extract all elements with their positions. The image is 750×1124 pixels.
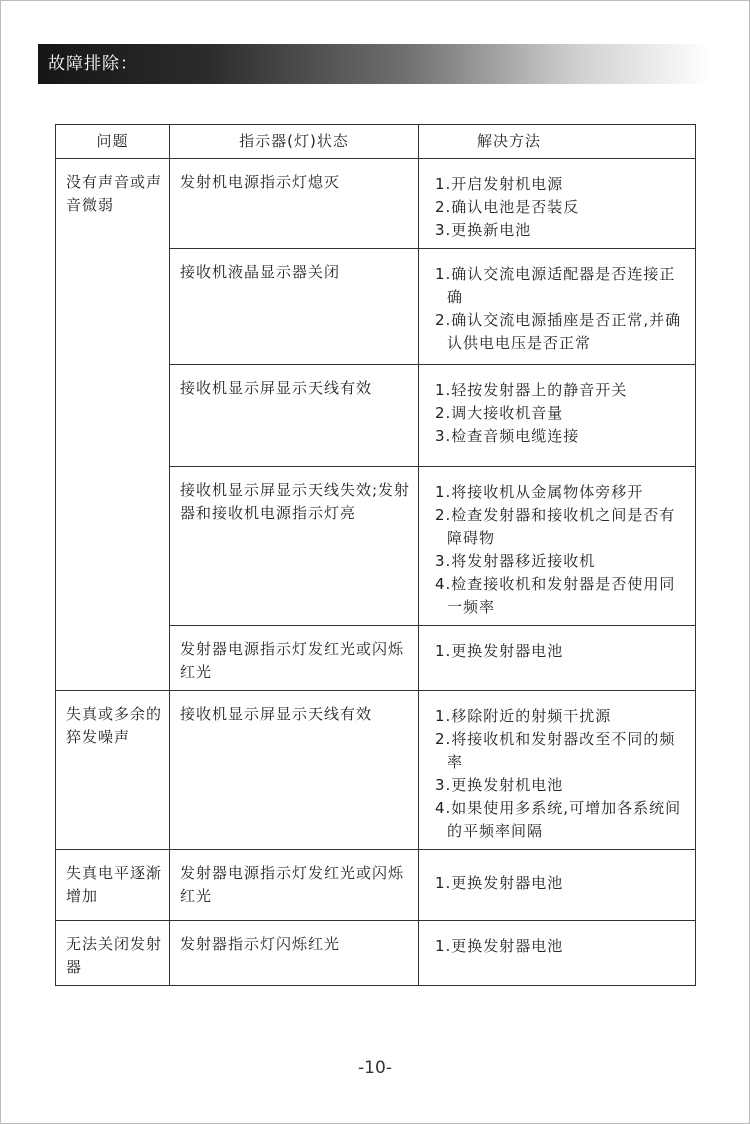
problem-cell: 失真或多余的猝发噪声 (56, 691, 170, 850)
section-banner (38, 44, 710, 84)
solution-cell (419, 850, 696, 921)
solution-item: 1.轻按发射器上的静音开关 (435, 381, 628, 399)
solution-item: 1.确认交流电源适配器是否连接正确 (435, 265, 676, 306)
solution-cell (419, 626, 696, 691)
page-number: -10- (358, 1058, 392, 1078)
status-cell: 发射器指示灯闪烁红光 (170, 921, 419, 986)
solution-cell (419, 365, 696, 467)
solution-cell (419, 249, 696, 365)
table-header-row (56, 125, 696, 159)
status-cell: 接收机液晶显示器关闭 (170, 249, 419, 365)
solution-item: 1.开启发射机电源 (435, 175, 564, 193)
solution-item: 1.将接收机从金属物体旁移开 (435, 483, 644, 501)
solution-item: 3.检查音频电缆连接 (435, 427, 580, 445)
problem-cell: 没有声音或声音微弱 (56, 159, 170, 691)
status-cell: 接收机显示屏显示天线失效;发射器和接收机电源指示灯亮 (170, 467, 419, 626)
column-header-status: 指示器(灯)状态 (170, 125, 419, 159)
problem-cell: 失真电平逐渐增加 (56, 850, 170, 921)
solution-item: 2.确认交流电源插座是否正常,并确认供电电压是否正常 (435, 311, 682, 352)
column-header-problem: 问题 (56, 125, 170, 159)
table-row (56, 850, 696, 921)
section-title: 故障排除： (48, 54, 138, 74)
solution-item: 4.如果使用多系统,可增加各系统间的平频率间隔 (435, 799, 682, 840)
solution-item: 2.调大接收机音量 (435, 404, 564, 422)
status-cell: 发射器电源指示灯发红光或闪烁红光 (170, 850, 419, 921)
solution-cell (419, 467, 696, 626)
solution-item: 1.更换发射器电池 (435, 874, 564, 892)
solution-cell (419, 921, 696, 986)
solution-item: 1.更换发射器电池 (435, 642, 564, 660)
table-row (56, 921, 696, 986)
status-cell: 发射机电源指示灯熄灭 (170, 159, 419, 249)
troubleshooting-table (55, 124, 696, 986)
status-cell: 发射器电源指示灯发红光或闪烁红光 (170, 626, 419, 691)
solution-item: 4.检查接收机和发射器是否使用同一频率 (435, 575, 676, 616)
solution-item: 1.移除附近的射频干扰源 (435, 707, 612, 725)
solution-cell (419, 159, 696, 249)
solution-item: 2.检查发射器和接收机之间是否有障碍物 (435, 506, 676, 547)
problem-cell: 无法关闭发射器 (56, 921, 170, 986)
solution-item: 3.更换新电池 (435, 221, 532, 239)
solution-item: 2.确认电池是否装反 (435, 198, 580, 216)
table-row (56, 159, 696, 249)
solution-item: 2.将接收机和发射器改至不同的频率 (435, 730, 676, 771)
solution-item: 1.更换发射器电池 (435, 937, 564, 955)
column-header-solution: 解决方法 (419, 125, 696, 159)
status-cell: 接收机显示屏显示天线有效 (170, 365, 419, 467)
solution-item: 3.更换发射机电池 (435, 776, 564, 794)
solution-item: 3.将发射器移近接收机 (435, 552, 596, 570)
solution-cell (419, 691, 696, 850)
status-cell: 接收机显示屏显示天线有效 (170, 691, 419, 850)
table-row (56, 691, 696, 850)
